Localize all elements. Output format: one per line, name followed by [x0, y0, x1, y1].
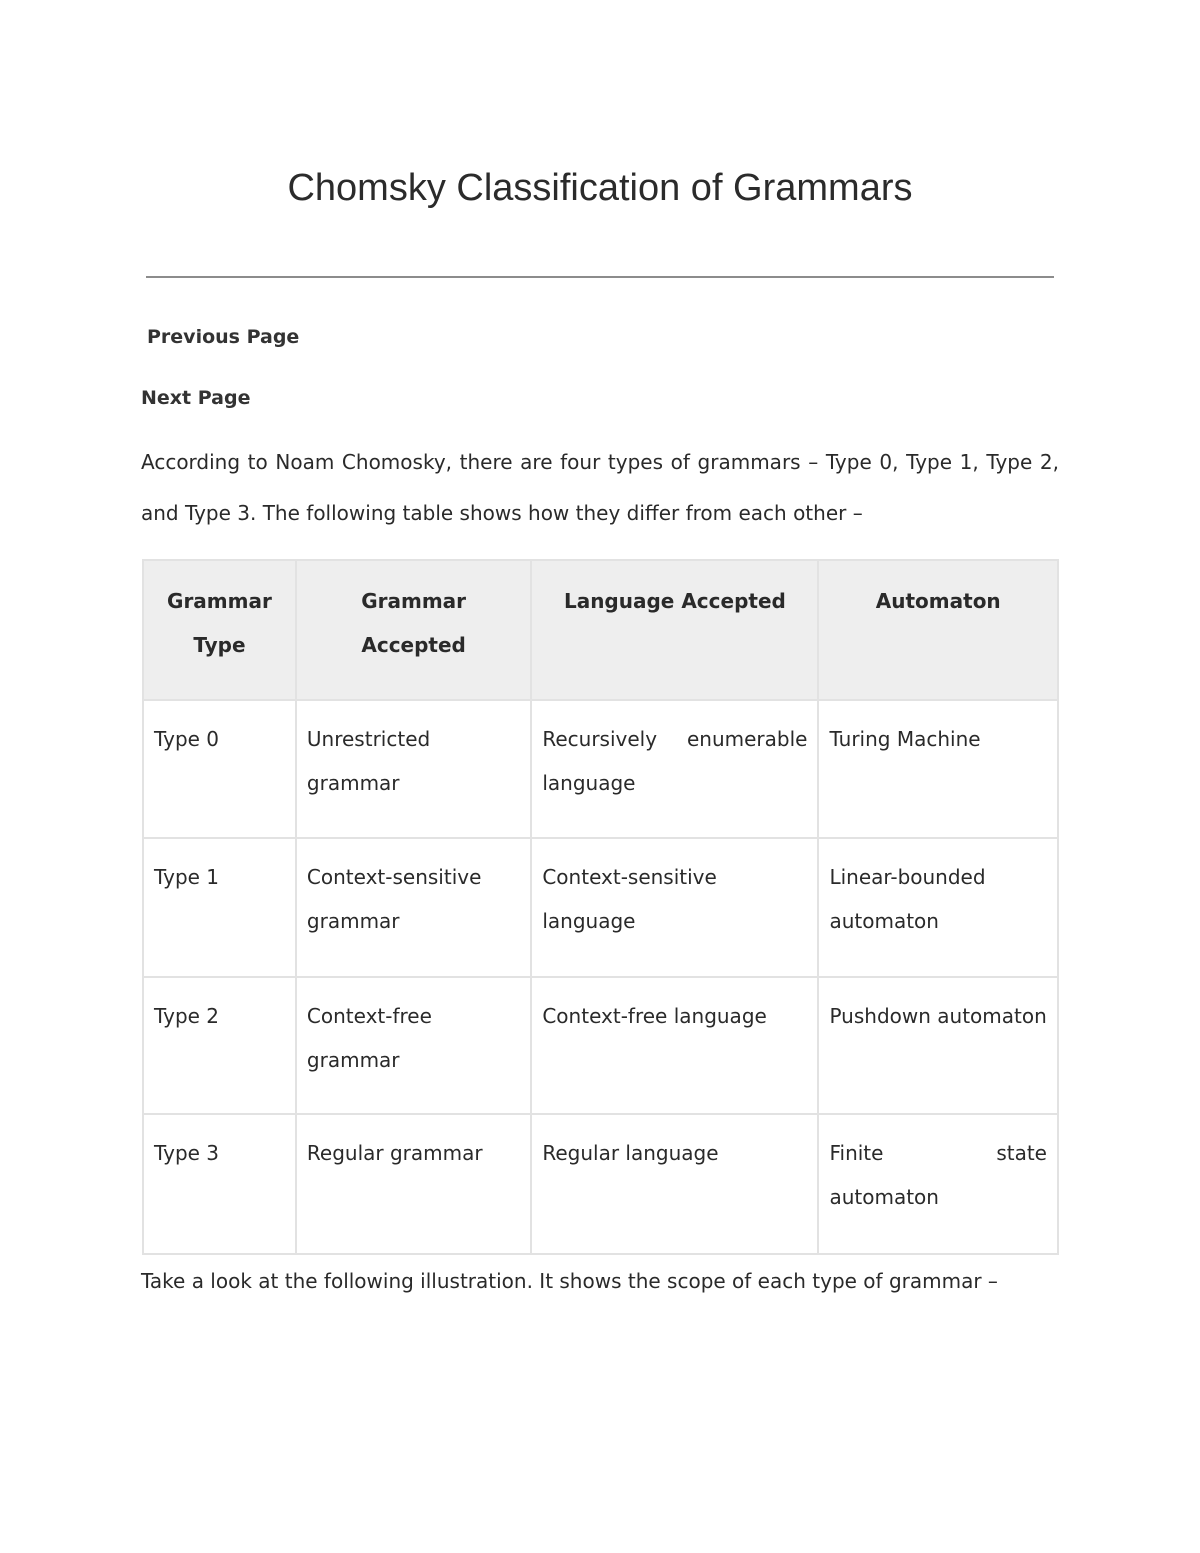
header-grammar-accepted: Grammar Accepted: [296, 560, 531, 700]
cell-grammar-type: Type 0: [143, 700, 296, 838]
cell-automaton: Turing Machine: [818, 700, 1058, 838]
header-language-accepted: Language Accepted: [531, 560, 818, 700]
cell-automaton: Linear-bounded automaton: [818, 838, 1058, 977]
cell-language-accepted: Context-free language: [531, 977, 818, 1114]
table-row: [143, 1114, 1058, 1254]
cell-grammar-accepted: Context-free grammar: [296, 977, 531, 1114]
next-page-link[interactable]: Next Page: [141, 387, 251, 409]
table-header-row: [143, 560, 1058, 700]
table-row: [143, 838, 1058, 977]
cell-language-accepted: Context-sensitive language: [531, 838, 818, 977]
cell-language-accepted: Regular language: [531, 1114, 818, 1254]
page-title: Chomsky Classification of Grammars: [287, 167, 913, 209]
header-grammar-type: Grammar Type: [143, 560, 296, 700]
cell-grammar-type: Type 1: [143, 838, 296, 977]
cell-automaton: Pushdown automaton: [818, 977, 1058, 1114]
title-divider: [146, 276, 1054, 278]
cell-grammar-accepted: Regular grammar: [296, 1114, 531, 1254]
cell-grammar-accepted: Unrestricted grammar: [296, 700, 531, 838]
grammar-table: [142, 559, 1059, 1255]
cell-automaton: Finite state automaton: [818, 1114, 1058, 1254]
cell-grammar-accepted: Context-sensitive grammar: [296, 838, 531, 977]
cell-language-accepted: Recursively enumerable language: [531, 700, 818, 838]
cell-grammar-type: Type 3: [143, 1114, 296, 1254]
previous-page-link[interactable]: Previous Page: [147, 326, 300, 348]
cell-grammar-type: Type 2: [143, 977, 296, 1114]
intro-paragraph: According to Noam Chomosky, there are four types of grammars – Type 0, Type 1, Type 2, and Type 3. The following table shows how they differ from each other –: [141, 450, 1059, 525]
header-automaton: Automaton: [818, 560, 1058, 700]
outro-paragraph: Take a look at the following illustration. It shows the scope of each type of grammar –: [141, 1269, 998, 1293]
table-row: [143, 700, 1058, 838]
table-row: [143, 977, 1058, 1114]
